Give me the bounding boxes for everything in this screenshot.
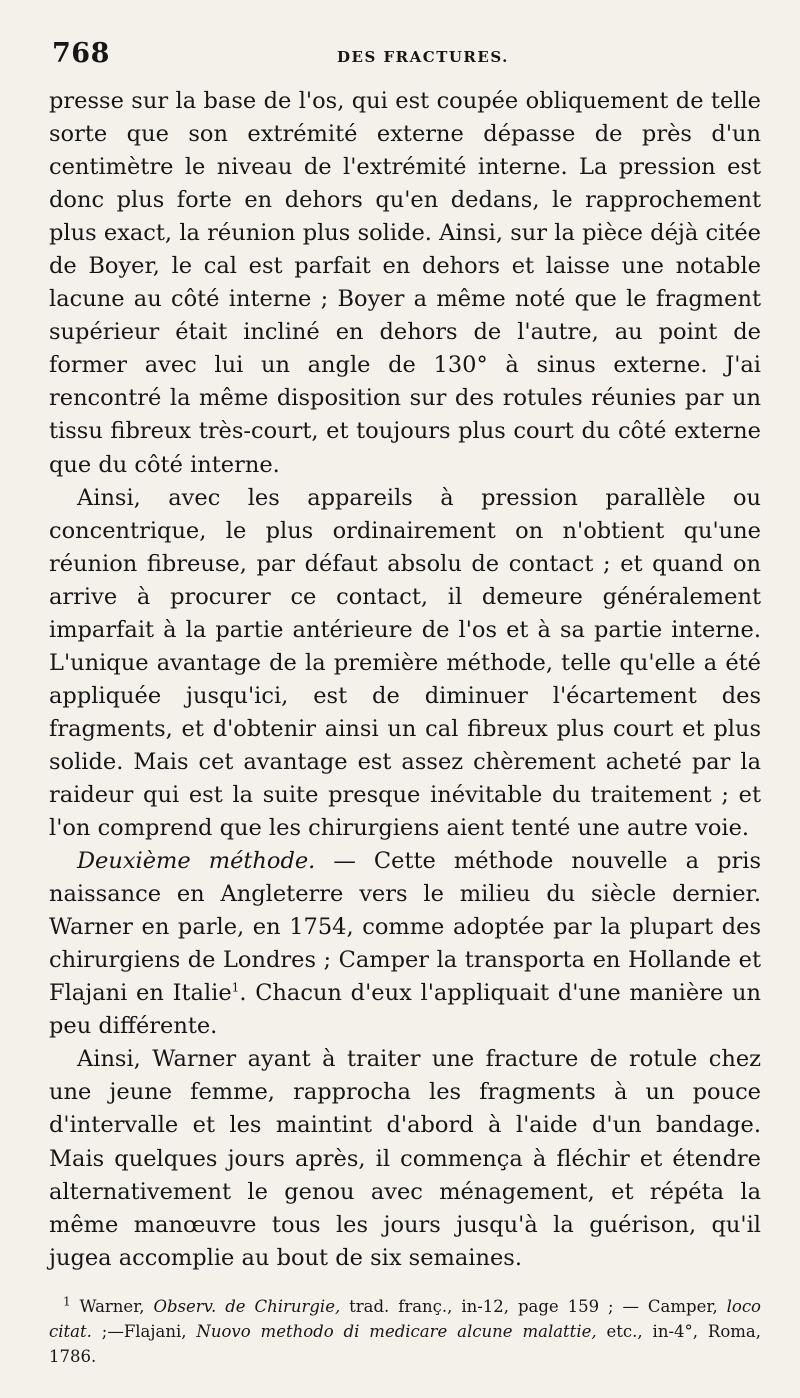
paragraph-3-text-b: . Chacun d'eux l'appliquait d'une manière un peu différente.	[49, 980, 761, 1040]
footnote-author-warner: Warner,	[70, 1297, 154, 1316]
footnote	[49, 1294, 761, 1369]
footnote-mark: 1	[63, 1294, 71, 1309]
footnote-reference: 1	[231, 980, 240, 995]
footnote-details-flajani: etc., in-4°, Roma, 1786.	[49, 1322, 761, 1366]
running-head: DES FRACTURES.	[337, 48, 509, 66]
page-number: 768	[52, 38, 110, 69]
paragraph-3	[49, 845, 761, 1043]
paragraph-1: presse sur la base de l'os, qui est coupée obliquement de telle sorte que son extrémité externe dépasse de près d'un centimètre le niveau de l'extrémité interne. La pression est donc plus forte en dehors qu'en dedans, le rapprochement plus exact, la réunion plus solide. Ainsi, sur la pièce déjà citée de Boyer, le cal est parfait en dehors et laisse une notable lacune au côté interne ; Boyer a même noté que le fragment supérieur était incliné en dehors de l'autre, au point de former avec lui un angle de 130° à sinus externe. J'ai rencontré la même disposition sur des rotules réunies par un tissu fibreux très-court, et toujours plus court du côté externe que du côté interne.	[49, 88, 761, 478]
footnote-title-flajani: Nuovo methodo di medicare alcune malattie,	[196, 1322, 597, 1341]
paragraph-2: Ainsi, avec les appareils à pression parallèle ou concentrique, le plus ordinairement on n'obtient qu'une réunion fibreuse, par défaut absolu de contact ; et quand on arrive à procurer ce contact, il demeure généralement imparfait à la partie antérieure de l'os et à sa partie interne. L'unique avantage de la première méthode, telle qu'elle a été appliquée jusqu'ici, est de diminuer l'écartement des fragments, et d'obtenir ainsi un cal fibreux plus court et plus solide. Mais cet avantage est assez chèrement acheté par la raideur qui est la suite presque inévitable du traitement ; et l'on comprend que les chirurgiens aient tenté une autre voie.	[49, 484, 761, 842]
page-header	[52, 38, 760, 78]
paragraph-4: Ainsi, Warner ayant à traiter une fracture de rotule chez une jeune femme, rapprocha les fragments à un pouce d'intervalle et les maintint d'abord à l'aide d'un bandage. Mais quelques jours après, il commença à fléchir et étendre alternativement le genou avec ménagement, et répéta la même manœuvre tous les jours jusqu'à la guérison, qu'il jugea accomplie au bout de six semaines.	[49, 1046, 761, 1271]
footnote-author-flajani: ;—Flajani,	[91, 1322, 197, 1341]
footnote-details-warner: trad. franç., in-12, page 159 ; — Camper,	[340, 1297, 727, 1316]
body-text	[49, 85, 761, 1275]
footnote-title-camper: loco citat.	[49, 1297, 761, 1341]
section-title: Deuxième méthode.	[77, 848, 316, 875]
paragraph-3-text-a: — Cette méthode nouvelle a pris naissance en Angleterre vers le milieu du siècle dernier. Warner en parle, en 1754, comme adoptée par la plupart des chirurgiens de Londres ; Camper la transporta en Hollande et Flajani en Italie	[49, 848, 762, 1007]
footnote-title-warner: Observ. de Chirurgie,	[153, 1297, 341, 1316]
